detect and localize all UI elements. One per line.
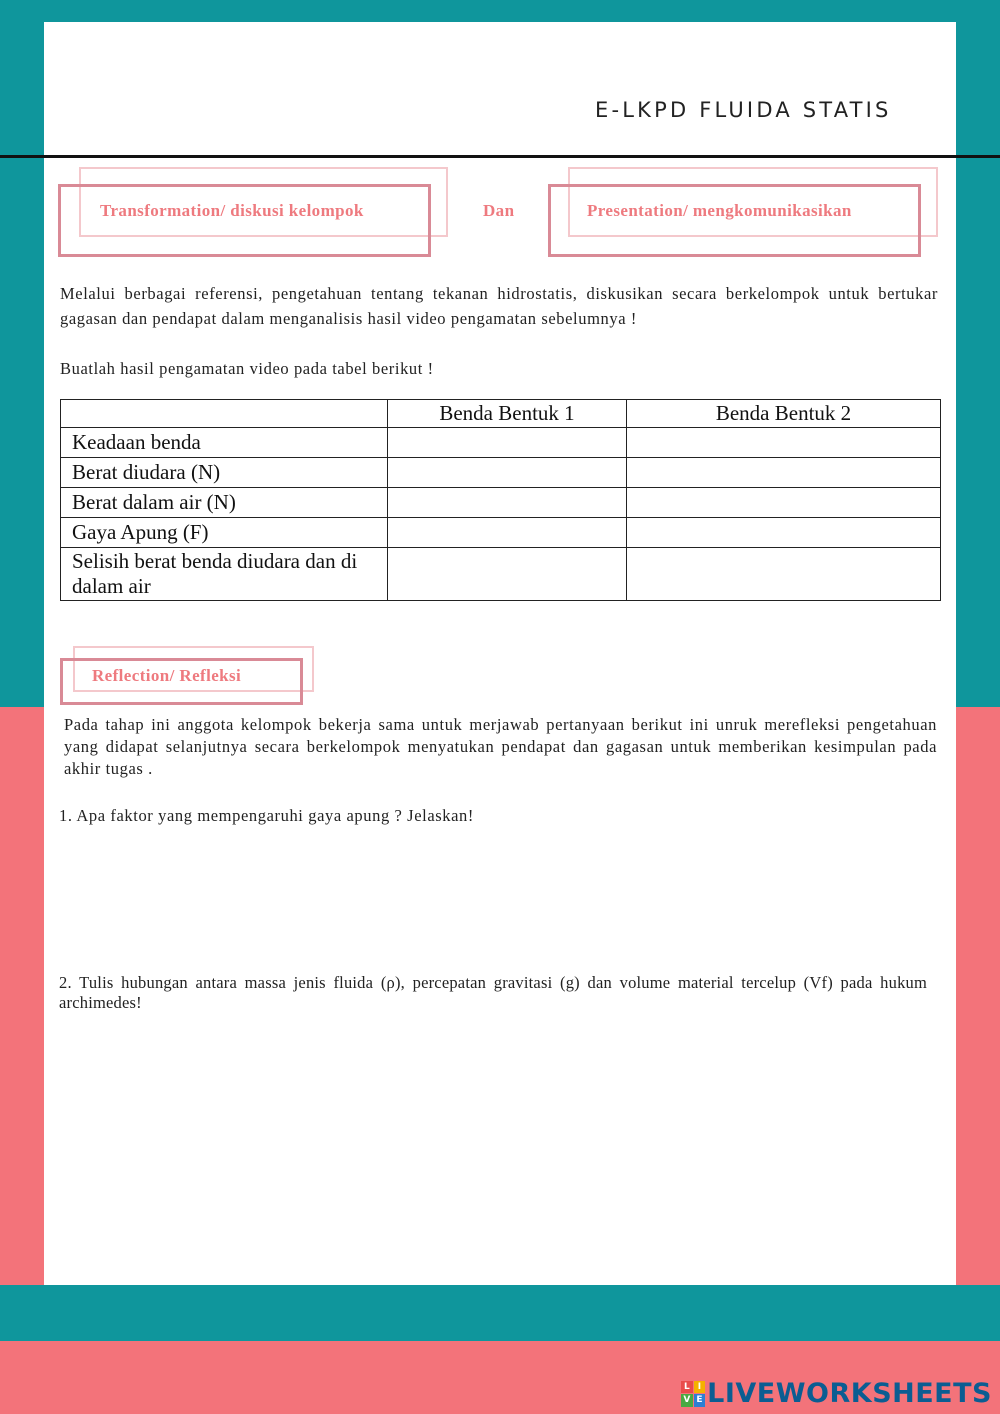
answer-cell[interactable] bbox=[388, 488, 627, 518]
section1-intro: Melalui berbagai referensi, pengetahuan tentang tekanan hidrostatis, diskusikan secara berkelompok untuk bertukar gagasan dan pendapat dalam menganalisis hasil video pengamatan sebelumnya ! bbox=[60, 284, 938, 328]
section1-instruction: Buatlah hasil pengamatan video pada tabel berikut ! bbox=[60, 359, 434, 378]
answer-cell[interactable] bbox=[627, 548, 941, 601]
row-label: Gaya Apung (F) bbox=[61, 518, 388, 548]
answer-cell[interactable] bbox=[627, 518, 941, 548]
answer-cell[interactable] bbox=[388, 428, 627, 458]
section2-intro: Pada tahap ini anggota kelompok bekerja sama untuk merjawab pertanyaan berikut ini unruk merefleksi pengetahuan yang didapat selanjutnya secara berkelompok menyatukan pendapat dan gagasan untuk memberikan kesimpulan pada akhir tugas . bbox=[64, 715, 937, 778]
header-divider bbox=[0, 155, 1000, 158]
answer-cell[interactable] bbox=[388, 518, 627, 548]
answer-cell[interactable] bbox=[627, 458, 941, 488]
row-label: Keadaan benda bbox=[61, 428, 388, 458]
table-header-shape-1: Benda Bentuk 1 bbox=[388, 400, 627, 428]
liveworksheets-logo bbox=[681, 1378, 992, 1409]
table-row bbox=[61, 518, 941, 548]
table-row bbox=[61, 548, 941, 601]
reflection-label: Reflection/ Refleksi bbox=[92, 666, 242, 685]
table-header-blank bbox=[61, 400, 388, 428]
background-teal-bottom bbox=[0, 1285, 1000, 1341]
connector-label: Dan bbox=[483, 201, 515, 220]
answer-cell[interactable] bbox=[388, 458, 627, 488]
table-row bbox=[61, 428, 941, 458]
transformation-label: Transformation/ diskusi kelompok bbox=[100, 201, 364, 220]
row-label: Berat diudara (N) bbox=[61, 458, 388, 488]
brand-name: LIVEWORKSHEETS bbox=[707, 1378, 992, 1409]
liveworksheets-logo-icon: L I V E bbox=[681, 1381, 705, 1407]
table-row bbox=[61, 458, 941, 488]
table-row bbox=[61, 488, 941, 518]
question-2: 2. Tulis hubungan antara massa jenis fluida (ρ), percepatan gravitasi (g) dan volume material tercelup (Vf) pada hukum archimedes! bbox=[59, 973, 927, 1012]
table-header-row bbox=[61, 400, 941, 428]
row-label: Selisih berat benda diudara dan di dalam air bbox=[61, 548, 388, 601]
page-title: E-LKPD FLUIDA STATIS bbox=[595, 98, 892, 122]
answer-cell[interactable] bbox=[627, 488, 941, 518]
presentation-label: Presentation/ mengkomunikasikan bbox=[587, 201, 852, 220]
row-label: Berat dalam air (N) bbox=[61, 488, 388, 518]
question-1: 1. Apa faktor yang mempengaruhi gaya apung ? Jelaskan! bbox=[59, 806, 474, 825]
answer-cell[interactable] bbox=[627, 428, 941, 458]
table-header-shape-2: Benda Bentuk 2 bbox=[627, 400, 941, 428]
answer-cell[interactable] bbox=[388, 548, 627, 601]
observation-table bbox=[60, 399, 941, 601]
